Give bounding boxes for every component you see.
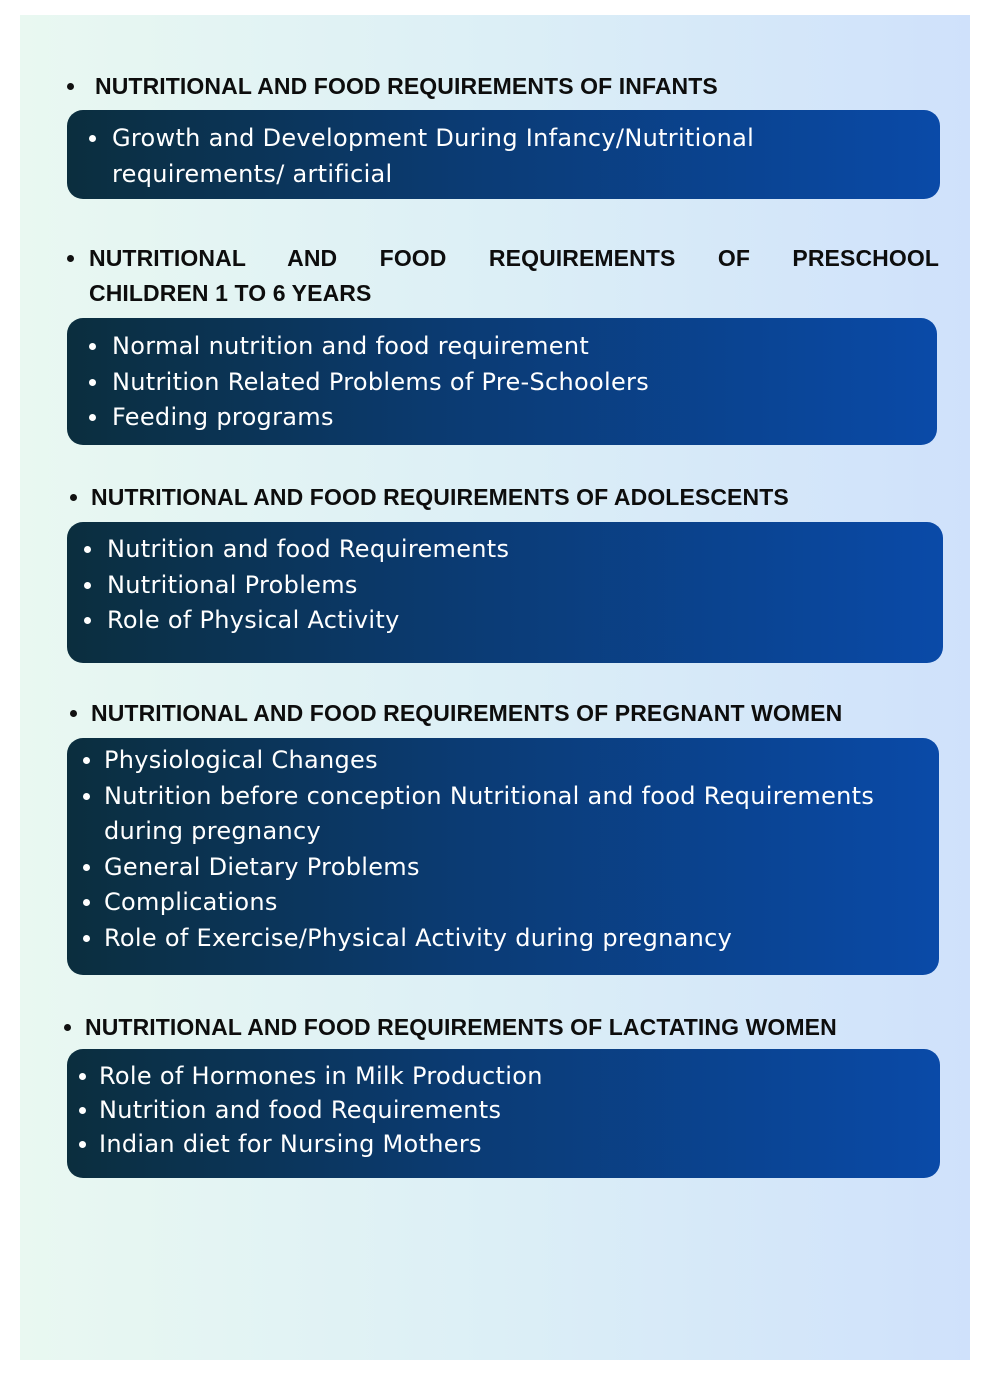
section-heading-lactating-women <box>64 1010 954 1045</box>
list-item <box>83 921 925 957</box>
list-item <box>89 365 917 401</box>
list-item <box>79 1127 926 1161</box>
list-item-text: Nutritional Problems <box>107 570 358 599</box>
section-heading-preschool <box>67 241 939 311</box>
list-item-text: Nutrition and food Requirements <box>99 1096 502 1124</box>
bullet-icon <box>83 935 90 942</box>
list-item <box>89 400 917 436</box>
section-heading-pregnant-women <box>70 696 950 731</box>
list-item-text: Growth and Development During Infancy/Nutritional requirements/ artificial <box>112 124 755 188</box>
item-list <box>79 1059 926 1161</box>
list-item-text: Physiological Changes <box>104 746 378 774</box>
bullet-icon <box>89 379 96 386</box>
bullet-icon <box>83 899 90 906</box>
list-item <box>83 850 925 886</box>
list-item <box>83 779 925 850</box>
list-item <box>84 532 923 568</box>
section-box-adolescents <box>67 522 943 663</box>
list-item <box>84 568 923 604</box>
section-heading-line1: NUTRITIONAL AND FOOD REQUIREMENTS OF PRESCHOOL <box>89 245 939 271</box>
section-heading-infants <box>67 69 947 104</box>
bullet-icon <box>83 793 90 800</box>
list-item <box>83 885 925 921</box>
section-heading-text: NUTRITIONAL AND FOOD REQUIREMENTS OF INFANTS <box>95 73 718 99</box>
bullet-icon <box>64 1024 71 1031</box>
list-item-text: Nutrition Related Problems of Pre-Schoolers <box>112 367 650 396</box>
bullet-icon <box>70 710 77 717</box>
bullet-icon <box>79 1073 86 1080</box>
item-list <box>83 743 925 956</box>
bullet-icon <box>89 343 96 350</box>
bullet-icon <box>84 582 91 589</box>
item-list <box>89 121 920 192</box>
list-item-text: Role of Exercise/Physical Activity during pregnancy <box>104 923 733 952</box>
section-heading-text: NUTRITIONAL AND FOOD REQUIREMENTS OF ADOLESCENTS <box>91 484 789 510</box>
list-item-text: Normal nutrition and food requirement <box>112 332 590 360</box>
bullet-icon <box>89 135 96 142</box>
list-item <box>83 743 925 779</box>
list-item <box>89 121 920 192</box>
list-item <box>84 603 923 639</box>
bullet-icon <box>79 1107 86 1114</box>
bullet-icon <box>83 757 90 764</box>
item-list <box>84 532 923 639</box>
list-item-text: Indian diet for Nursing Mothers <box>99 1130 482 1158</box>
section-heading-text: NUTRITIONAL AND FOOD REQUIREMENTS OF PREGNANT WOMEN <box>91 700 843 726</box>
bullet-icon <box>67 255 74 262</box>
bullet-icon <box>84 617 91 624</box>
list-item-text: Nutrition before conception Nutritional and food Requirements during pregnancy <box>104 781 875 845</box>
bullet-icon <box>89 414 96 421</box>
bullet-icon <box>83 864 90 871</box>
list-item-text: Nutrition and food Requirements <box>107 535 510 563</box>
section-box-infants <box>67 110 940 199</box>
list-item-text: General Dietary Problems <box>104 852 420 881</box>
bullet-icon <box>84 546 91 553</box>
list-item-text: Feeding programs <box>112 403 334 431</box>
section-heading-line2: CHILDREN 1 TO 6 YEARS <box>89 280 372 306</box>
bullet-icon <box>67 83 74 90</box>
section-box-lactating-women <box>67 1049 940 1178</box>
list-item-text: Complications <box>104 888 278 916</box>
bullet-icon <box>79 1141 86 1148</box>
section-box-preschool <box>67 318 937 445</box>
bullet-icon <box>70 494 77 501</box>
section-heading-adolescents <box>70 480 950 515</box>
list-item-text: Role of Hormones in Milk Production <box>99 1062 543 1090</box>
section-box-pregnant-women <box>67 738 939 975</box>
list-item <box>79 1059 926 1093</box>
item-list <box>89 329 917 436</box>
section-heading-text <box>89 241 939 311</box>
list-item-text: Role of Physical Activity <box>107 606 400 634</box>
section-heading-text: NUTRITIONAL AND FOOD REQUIREMENTS OF LACTATING WOMEN <box>85 1014 837 1040</box>
list-item <box>89 329 917 365</box>
list-item <box>79 1093 926 1127</box>
